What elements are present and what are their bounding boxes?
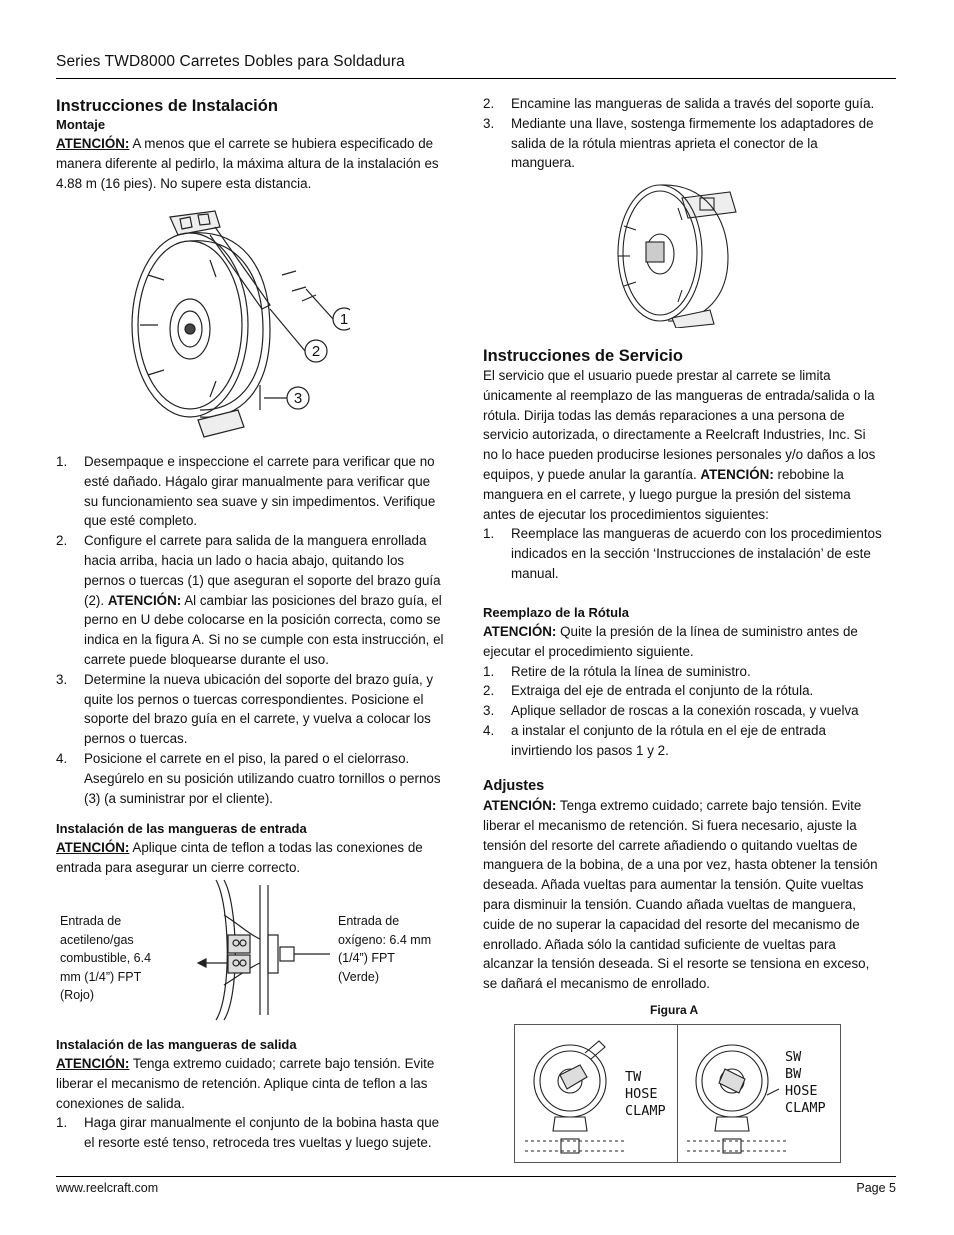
montaje-text: A menos que el carrete se hubiera especificado de manera diferente al pedirlo, la máxima altura de la instalación es 4.88 m (16 pies). No supere esta distancia.	[56, 136, 439, 191]
reel-wrench-illustration	[610, 178, 745, 328]
footer-url[interactable]: www.reelcraft.com	[56, 1181, 159, 1195]
footer-rule	[56, 1176, 896, 1177]
warning-label: ATENCIÓN:	[107, 592, 182, 608]
tw-hose-clamp-label: TW HOSE CLAMP	[625, 1069, 666, 1119]
warning-label: ATENCIÓN:	[483, 798, 557, 813]
right-continued-steps	[483, 94, 883, 173]
page-header-title: Series TWD8000 Carretes Dobles para Soldadura	[56, 53, 405, 70]
tw-reel-diagram	[525, 1033, 625, 1158]
install-step: 3. Determine la nueva ubicación del soporte del brazo guía, y quite los pernos o tuercas correspondientes. Posicione el soporte del brazo guía en el carrete, y vuelva a colocar los pernos o tuercas.	[56, 671, 434, 747]
rotula-section	[483, 604, 883, 761]
salida-paragraph: ATENCIÓN: Tenga extremo cuidado; carrete bajo tensión. Evite liberar el mecanismo de retención. Aplique cinta de teflon a las conexiones de salida.	[56, 1056, 435, 1111]
sw-bw-reel-diagram	[687, 1033, 787, 1158]
figure-a-title: Figura A	[650, 1003, 699, 1017]
salida-step: 3. Mediante una llave, sostenga firmemente los adaptadores de salida de la rótula mientras aprieta el conector de la manguera.	[483, 115, 874, 171]
service-step: 1. Reemplace las mangueras de acuerdo con los procedimientos indicados en la sección ‘Instrucciones de instalación’ de este manual.	[483, 526, 882, 581]
entrada-subheading: Instalación de las mangueras de entrada	[56, 821, 307, 836]
page-number: Page 5	[856, 1181, 896, 1195]
entrada-section	[56, 820, 444, 878]
service-paragraph: El servicio que el usuario puede prestar al carrete se limita únicamente al reemplazo de las mangueras de entrada/salida o la rótula. Dirija todas las demás reparaciones a una persona de servicio autorizada, o directamente a Reelcraft Industries, Inc. Si no lo hace pueden producirse lesiones personales y/o daños a los equipos, y puede anular la garantía. ATENCIÓN: rebobine la manguera en el carrete, y luego purgue la presión del sistema antes de ejecutar los procedimientos siguientes:	[483, 368, 876, 522]
header-rule	[56, 78, 896, 79]
warning-label: ATENCIÓN:	[56, 1056, 130, 1071]
callout-1: 1	[339, 311, 349, 328]
warning-label: ATENCIÓN:	[56, 840, 130, 855]
salida-section	[56, 1036, 444, 1153]
rotula-step: 3. Aplique sellador de roscas a la conexión roscada, y vuelva	[483, 703, 859, 719]
installation-heading: Instrucciones de Instalación	[56, 97, 278, 115]
install-step: 1. Desempaque e inspeccione el carrete para verificar que no esté dañado. Hágalo girar manualmente para verificar que su funcionamiento sea suave y sin impedimentos. Verifique que esté completo.	[56, 454, 436, 529]
left-column	[56, 96, 444, 193]
callout-2: 2	[311, 343, 321, 360]
rotula-step: 1. Retire de la rótula la línea de suministro.	[483, 663, 751, 679]
install-step: 4. Posicione el carrete en el piso, la pared o el cielorraso. Asegúrelo en su posición utilizando cuatro tornillos o pernos (3) (a suministrar por el cliente).	[56, 750, 441, 806]
entrada-paragraph: ATENCIÓN: Aplique cinta de teflon a todas las conexiones de entrada para asegurar un cierre correcto.	[56, 840, 423, 875]
sw-bw-hose-clamp-label: SW BW HOSE CLAMP	[785, 1049, 826, 1116]
install-step: 2. Configure el carrete para salida de la manguera enrollada hacia arriba, hacia un lado o hacia abajo, quitando los pernos o tuercas (1) que aseguran el soporte del brazo guía (2). ATENCIÓN: Al cambiar las posiciones del brazo guía, el perno en U debe colocarse en la posición correcta, como se indica en la figura A. Si no se cumple con esta instrucción, el carrete puede bloquearse durante el uso.	[56, 533, 444, 667]
rotula-paragraph: ATENCIÓN: Quite la presión de la línea de suministro antes de ejecutar el procedimiento siguiente.	[483, 624, 858, 659]
adjustes-heading: Adjustes	[483, 778, 545, 794]
figure-a-frame	[514, 1024, 841, 1163]
reel-mounting-illustration	[120, 205, 350, 445]
salida-step: 2. Encamine las mangueras de salida a través del soporte guía.	[483, 96, 875, 111]
servicio-section	[483, 346, 883, 584]
callout-3: 3	[293, 390, 303, 407]
warning-label: ATENCIÓN:	[56, 136, 130, 151]
swivel-inlet-illustration	[180, 875, 330, 1025]
montaje-subheading: Montaje	[56, 117, 106, 132]
service-heading: Instrucciones de Servicio	[483, 347, 683, 365]
install-steps	[56, 452, 444, 808]
salida-step: 1. Haga girar manualmente el conjunto de la bobina hasta que el resorte esté tenso, retroceda tres vueltas y luego sujete.	[56, 1115, 440, 1151]
warning-label: ATENCIÓN:	[700, 466, 774, 482]
warning-label: ATENCIÓN:	[483, 624, 557, 639]
rotula-step: 4. a instalar el conjunto de la rótula en el eje de entrada invirtiendo los pasos 1 y 2.	[483, 722, 826, 758]
acetylene-inlet-label: Entrada de acetileno/gas combustible, 6.4 mm (1/4”) FPT (Rojo)	[60, 914, 152, 1002]
rotula-step: 2. Extraiga del eje de entrada el conjunto de la rótula.	[483, 683, 814, 699]
figure-a-divider	[677, 1025, 678, 1162]
adjustes-section	[483, 777, 883, 994]
salida-subheading: Instalación de las mangueras de salida	[56, 1037, 297, 1052]
oxygen-inlet-label: Entrada de oxígeno: 6.4 mm (1/4”) FPT (Verde)	[338, 914, 432, 984]
adjustes-paragraph: ATENCIÓN: Tenga extremo cuidado; carrete bajo tensión. Evite liberar el mecanismo de retención. Si fuera necesario, ajuste la tensión del resorte del carrete añadiendo o quitando vueltas de manguera de la bobina, de a una por vez, hasta obtener la tensión deseada. Añada vueltas para aumentar la tensión. Quite vueltas para disminuir la tensión. Cuando añada vueltas de manguera, cuide de no superar la capacidad del resorte del mecanismo de enrollado. Añada sólo la cantidad suficiente de vueltas para alcanzar la tensión deseada. Si el resorte se tensiona en exceso, se dañará el mecanismo de enrollado.	[483, 798, 878, 992]
montaje-paragraph	[56, 134, 444, 193]
rotula-subheading: Reemplazo de la Rótula	[483, 605, 629, 620]
